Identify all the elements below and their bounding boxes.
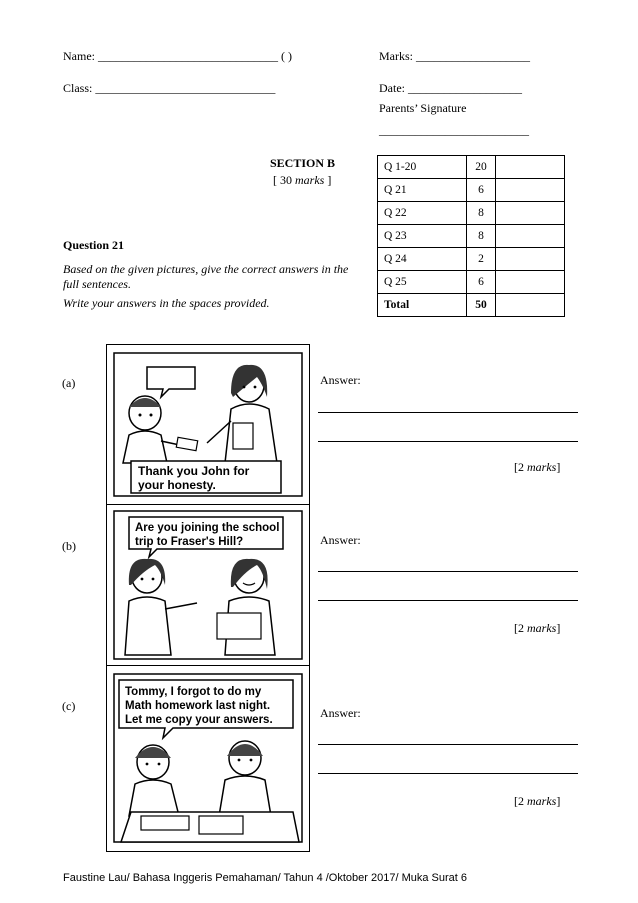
class-field-label: Class: ______________________________ — [63, 81, 276, 95]
score-cell — [496, 156, 565, 179]
score-cell — [496, 225, 565, 248]
question-cell: Q 25 — [378, 271, 467, 294]
answer-b-line-2[interactable] — [318, 600, 578, 601]
question-cell: Q 24 — [378, 248, 467, 271]
marks-cell: 6 — [467, 179, 496, 202]
section-marks: [ 30 marks ] — [273, 173, 332, 187]
table-row — [378, 179, 565, 202]
name-field-label: Name: ______________________________ ( ) — [63, 49, 292, 63]
section-title: SECTION B — [270, 156, 336, 170]
answer-a-line-2[interactable] — [318, 441, 578, 442]
answer-c-line-2[interactable] — [318, 773, 578, 774]
score-cell — [496, 202, 565, 225]
bubble-a-line-2: your honesty. — [138, 478, 216, 492]
answer-c-line-1[interactable] — [318, 744, 578, 745]
marks-cell: 6 — [467, 271, 496, 294]
date-field-label: Date: ___________________ — [379, 81, 522, 95]
marks-a: [2 marks] — [514, 460, 561, 474]
table-row — [378, 271, 565, 294]
page-footer: Faustine Lau/ Bahasa Inggeris Pemahaman/ Tahun 4 /Oktober 2017/ Muka Surat 6 — [63, 872, 467, 884]
marks-c: [2 marks] — [514, 794, 561, 808]
total-label-cell: Total — [378, 294, 467, 317]
instruction-line-1: Based on the given pictures, give the correct answers in the — [63, 262, 349, 276]
answer-a-label: Answer: — [320, 373, 361, 387]
marks-b: [2 marks] — [514, 621, 561, 635]
marks-cell: 2 — [467, 248, 496, 271]
bubble-c-line-2: Math homework last night. — [125, 700, 271, 712]
score-cell — [496, 248, 565, 271]
parents-signature-label: Parents’ Signature — [379, 101, 467, 115]
marks-table — [377, 155, 565, 317]
table-row — [378, 156, 565, 179]
answer-b-line-1[interactable] — [318, 571, 578, 572]
bubble-c-line-1: Tommy, I forgot to do my — [125, 686, 262, 698]
table-row — [378, 294, 565, 317]
item-b-label: (b) — [62, 539, 76, 553]
bubble-c-line-3: Let me copy your answers. — [125, 714, 273, 726]
question-cell: Q 22 — [378, 202, 467, 225]
question-cell: Q 23 — [378, 225, 467, 248]
parents-signature-line: _________________________ — [379, 123, 529, 137]
score-cell — [496, 179, 565, 202]
question-cell: Q 21 — [378, 179, 467, 202]
marks-field-label: Marks: ___________________ — [379, 49, 530, 63]
answer-c-label: Answer: — [320, 706, 361, 720]
bubble-b-line-1: Are you joining the school — [135, 522, 280, 534]
picture-b — [106, 504, 310, 666]
marks-cell: 8 — [467, 225, 496, 248]
instruction-line-3: Write your answers in the spaces provided. — [63, 296, 270, 310]
answer-b-label: Answer: — [320, 533, 361, 547]
table-row — [378, 248, 565, 271]
total-score-cell — [496, 294, 565, 317]
bubble-a-line-1: Thank you John for — [138, 464, 250, 478]
score-cell — [496, 271, 565, 294]
table-row — [378, 225, 565, 248]
picture-c — [106, 665, 310, 852]
question-cell: Q 1-20 — [378, 156, 467, 179]
answer-a-line-1[interactable] — [318, 412, 578, 413]
item-a-label: (a) — [62, 376, 76, 390]
bubble-b-line-2: trip to Fraser's Hill? — [135, 536, 244, 548]
total-marks-cell: 50 — [467, 294, 496, 317]
marks-cell: 8 — [467, 202, 496, 225]
item-c-label: (c) — [62, 699, 76, 713]
picture-a — [106, 344, 310, 505]
question-title: Question 21 — [63, 238, 125, 252]
marks-cell: 20 — [467, 156, 496, 179]
instruction-line-2: full sentences. — [63, 277, 131, 291]
table-row — [378, 202, 565, 225]
